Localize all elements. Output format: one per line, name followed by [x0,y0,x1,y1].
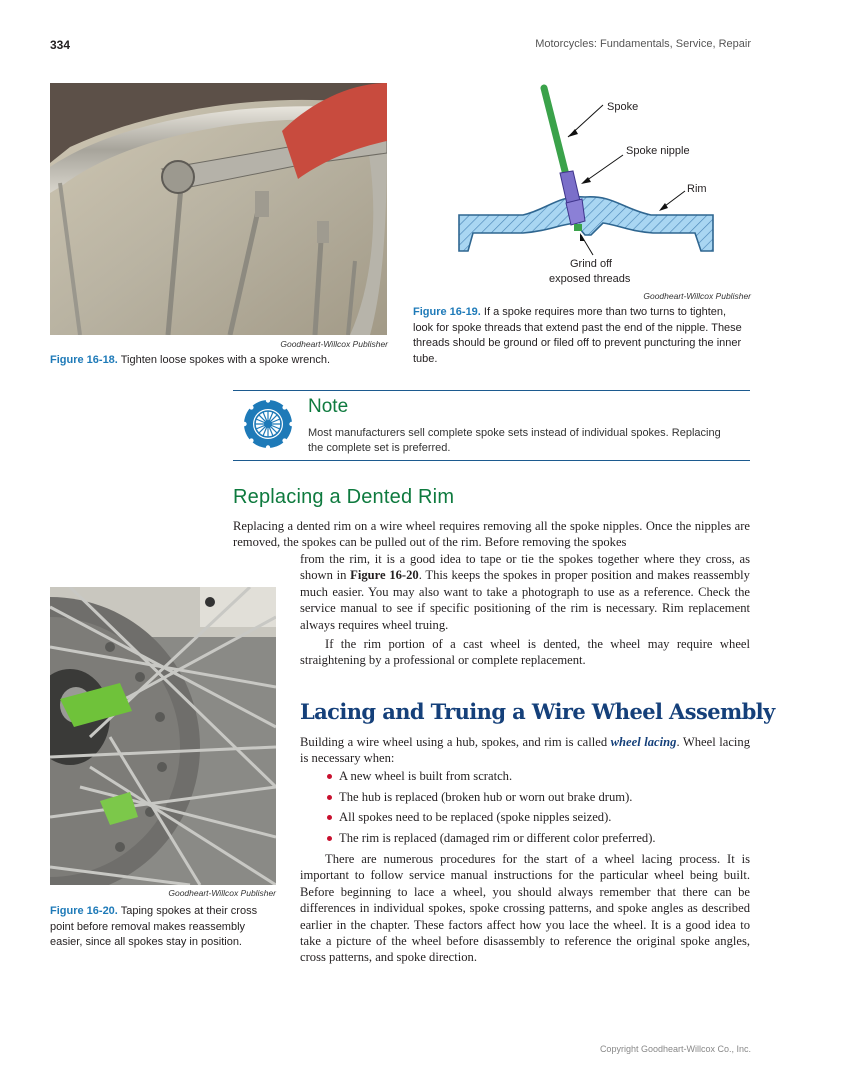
figure-16-18-credit: Goodheart-Willcox Publisher [280,339,388,349]
bullet-icon [327,836,332,841]
rim-paragraph-cont-a: from the rim, it is a good idea to tape or tie the spokes together where they cross, as shown in [300,552,750,583]
spoke-wrench-photo-icon [50,83,387,335]
figure-16-20-text: Taping spokes at their cross point before removal makes reassembly easier, since all spokes stay in position. [50,905,258,948]
note-text: Most manufacturers sell complete spoke sets instead of individual spokes. Replacing the complete set is preferred. [308,427,721,454]
list-item: The hub is replaced (broken hub or worn out brake drum). [325,787,750,808]
label-spoke-nipple: Spoke nipple [626,145,690,157]
wheel-lacing-term: wheel lacing [610,735,677,749]
lacing-paragraph: There are numerous procedures for the start of a wheel lacing process. It is important to follow service manual instructions for the particular wheel being built. Before beginning to lace a wheel, you should always remember that there can be differences in individual spokes, spoke crossing patterns, and spoke angles as described earlier in the chapter. These factors affect how you lace the wheel. It is a good idea to take a picture of the wheel before disassembly to reference the original spoke angles, cross patterns, and spoke direction. [300,852,750,965]
label-rim: Rim [687,183,707,195]
copyright: Copyright Goodheart-Willcox Co., Inc. [599,1044,751,1054]
wheel-icon-svg [243,399,293,449]
section-heading-rim: Replacing a Dented Rim [233,486,455,508]
figure-16-19-text: If a spoke requires more than two turns to tighten, look for spoke threads that extend past the end of the nipple. These threads should be ground or filed off to prevent puncturing the inner tube. [413,306,742,365]
page-number: 334 [50,38,71,52]
rim-paragraph-start: Replacing a dented rim on a wire wheel requires removing all the spoke nipples. Once the nipples are removed, the spokes can be pulled out of the rim. Before removing the spokes [233,519,750,550]
list-item: A new wheel is built from scratch. [325,766,750,787]
figure-16-20-label: Figure 16-20. [50,905,118,917]
bullet-icon [327,795,332,800]
figure-16-18-caption [50,353,390,369]
wheel-icon [243,399,293,449]
rim-paragraph-2: If the rim portion of a cast wheel is dented, the wheel may require wheel straightening by a professional or complete replacement. [300,637,750,668]
figure-16-19-label: Figure 16-19. [413,306,481,318]
spoke-wrench-photo [50,83,387,335]
bullet-icon [327,774,332,779]
note-top-rule [233,390,750,391]
lacing-bullet-list [325,766,750,848]
spoke-line [544,88,566,175]
figure-16-19-caption [413,305,743,367]
note-bottom-rule [233,460,750,461]
rim-paragraph-cont-b: . This keeps the spokes in proper position and makes reassembly much easier. You may also want to take a photograph to use as a reference. Check the service manual to see if specific positioning of the rim is necessary. Rim replacement always requires wheel truing. [300,568,750,632]
lacing-intro [300,734,750,767]
label-grind-line1: Grind off [570,258,612,270]
rim-paragraph-cont [300,551,750,633]
note-title: Note [308,396,349,417]
figure-16-18-label: Figure 16-18. [50,354,118,366]
list-item: All spokes need to be replaced (spoke nipples seized). [325,807,750,828]
taped-spokes-photo [50,587,276,885]
figure-16-18-text: Tighten loose spokes with a spoke wrench. [120,354,331,366]
spoke-nipple-diagram [413,83,751,288]
figure-16-20-reference[interactable]: Figure 16-20 [350,568,419,583]
taped-spokes-photo-icon [50,587,276,885]
label-grind-line2: exposed threads [549,273,631,285]
bullet-icon [327,815,332,820]
figure-16-20-credit: Goodheart-Willcox Publisher [168,888,276,898]
running-title: Motorcycles: Fundamentals, Service, Repair [535,38,751,50]
section-heading-lacing: Lacing and Truing a Wire Wheel Assembly [300,699,775,724]
figure-16-19-credit: Goodheart-Willcox Publisher [643,291,751,301]
exposed-threads-shape [574,224,582,231]
lacing-intro-b: . Wheel lacing is necessary when: [300,735,750,766]
label-spoke: Spoke [607,101,639,113]
list-item: The rim is replaced (damaged rim or different color preferred). [325,828,750,849]
lacing-intro-a: Building a wire wheel using a hub, spokes, and rim is called [300,735,611,749]
figure-16-20-caption [50,904,280,951]
